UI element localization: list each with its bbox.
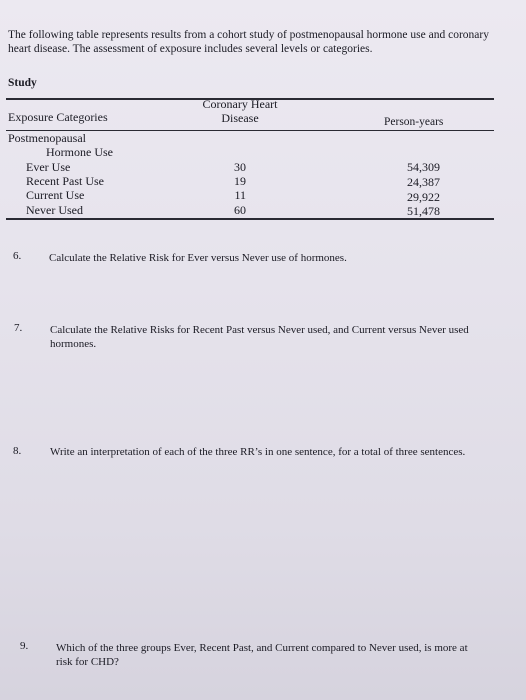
group-label-hormone-use: Hormone Use: [46, 145, 113, 159]
question-6-text: Calculate the Relative Risk for Ever versus Never use of hormones.: [49, 252, 347, 264]
question-8-text: Write an interpretation of each of the three RR’s in one sentence, for a total of three sentences.: [50, 446, 466, 458]
question-7-text: Calculate the Relative Risks for Recent Past versus Never used, and Current versus Never used hormones.: [50, 324, 469, 350]
question-6-number: 6.: [13, 250, 22, 262]
question-7-number: 7.: [14, 322, 23, 334]
intro-paragraph: The following table represents results from a cohort study of postmenopausal hormone use and coronary heart disease. The assessment of exposure includes several levels or categories.: [8, 29, 489, 55]
row-label-current-use: Current Use: [26, 188, 85, 202]
cell-py-never-used: 51,478: [407, 204, 440, 218]
table-title: Study: [8, 77, 37, 89]
row-label-recent-past-use: Recent Past Use: [26, 174, 104, 188]
cell-py-ever-use: 54,309: [407, 160, 440, 174]
row-label-ever-use: Ever Use: [26, 160, 71, 174]
header-coronary-heart-disease: Coronary Heart Disease: [202, 97, 278, 125]
cell-chd-ever-use: 30: [234, 160, 246, 174]
row-label-never-used: Never Used: [26, 203, 83, 217]
group-label-postmenopausal: Postmenopausal: [8, 131, 86, 145]
cell-py-current-use: 29,922: [407, 190, 440, 204]
cell-chd-current-use: 11: [234, 188, 246, 202]
cell-py-recent-past-use: 24,387: [407, 175, 440, 189]
header-exposure-categories: Exposure Categories: [8, 110, 108, 124]
question-8-number: 8.: [13, 445, 22, 457]
table-bottom-rule: [6, 218, 494, 220]
cell-chd-recent-past-use: 19: [234, 174, 246, 188]
header-person-years: Person-years: [384, 116, 444, 128]
cell-chd-never-used: 60: [234, 203, 246, 217]
question-9-number: 9.: [20, 640, 29, 652]
question-9-text: Which of the three groups Ever, Recent Past, and Current compared to Never used, is more at risk for CHD?: [56, 642, 468, 668]
